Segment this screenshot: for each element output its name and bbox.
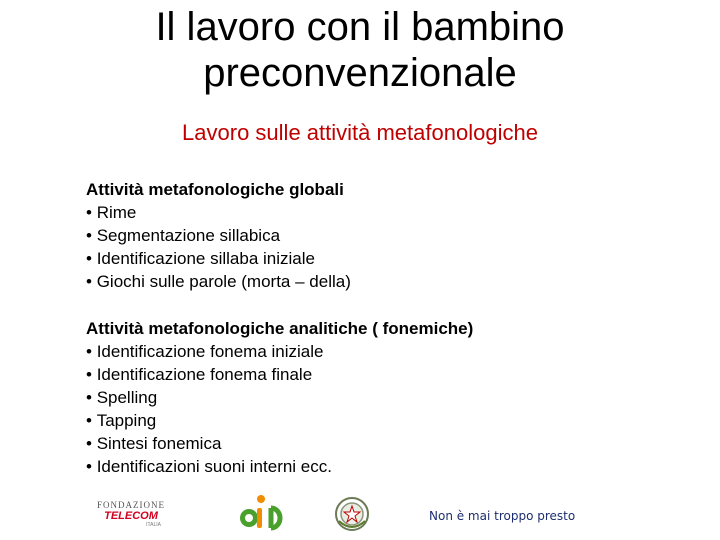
list-item: • Identificazione fonema finale [86, 363, 473, 386]
logo-text-telecom: TELECOM [104, 510, 158, 522]
list-item: • Identificazione fonema iniziale [86, 340, 473, 363]
slide-subtitle: Lavoro sulle attività metafonologiche [182, 120, 538, 145]
tagline: Non è mai troppo presto [429, 509, 576, 523]
aid-logo-icon [238, 494, 284, 532]
list-item: • Sintesi fonemica [86, 432, 473, 455]
slide-title [0, 4, 720, 96]
fondazione-telecom-logo [95, 500, 167, 536]
section-heading: Attività metafonologiche analitiche ( fonemiche) [86, 319, 474, 338]
list-item: • Segmentazione sillabica [86, 224, 351, 247]
logo-text-fondazione: FONDAZIONE [97, 500, 165, 510]
list-item: • Rime [86, 201, 351, 224]
logo-text-italia: ITALIA [146, 522, 161, 528]
section-analytic-activities [86, 317, 473, 478]
italian-republic-emblem-icon [333, 495, 371, 533]
slide-title-line-1: Il lavoro con il bambino [155, 5, 565, 49]
section-heading: Attività metafonologiche globali [86, 180, 344, 199]
section-global-activities [86, 178, 351, 293]
list-item: • Identificazioni suoni interni ecc. [86, 455, 473, 478]
list-item: • Identificazione sillaba iniziale [86, 247, 351, 270]
list-item: • Tapping [86, 409, 473, 432]
list-item: • Giochi sulle parole (morta – della) [86, 270, 351, 293]
slide-title-line-2: preconvenzionale [203, 51, 517, 95]
list-item: • Spelling [86, 386, 473, 409]
